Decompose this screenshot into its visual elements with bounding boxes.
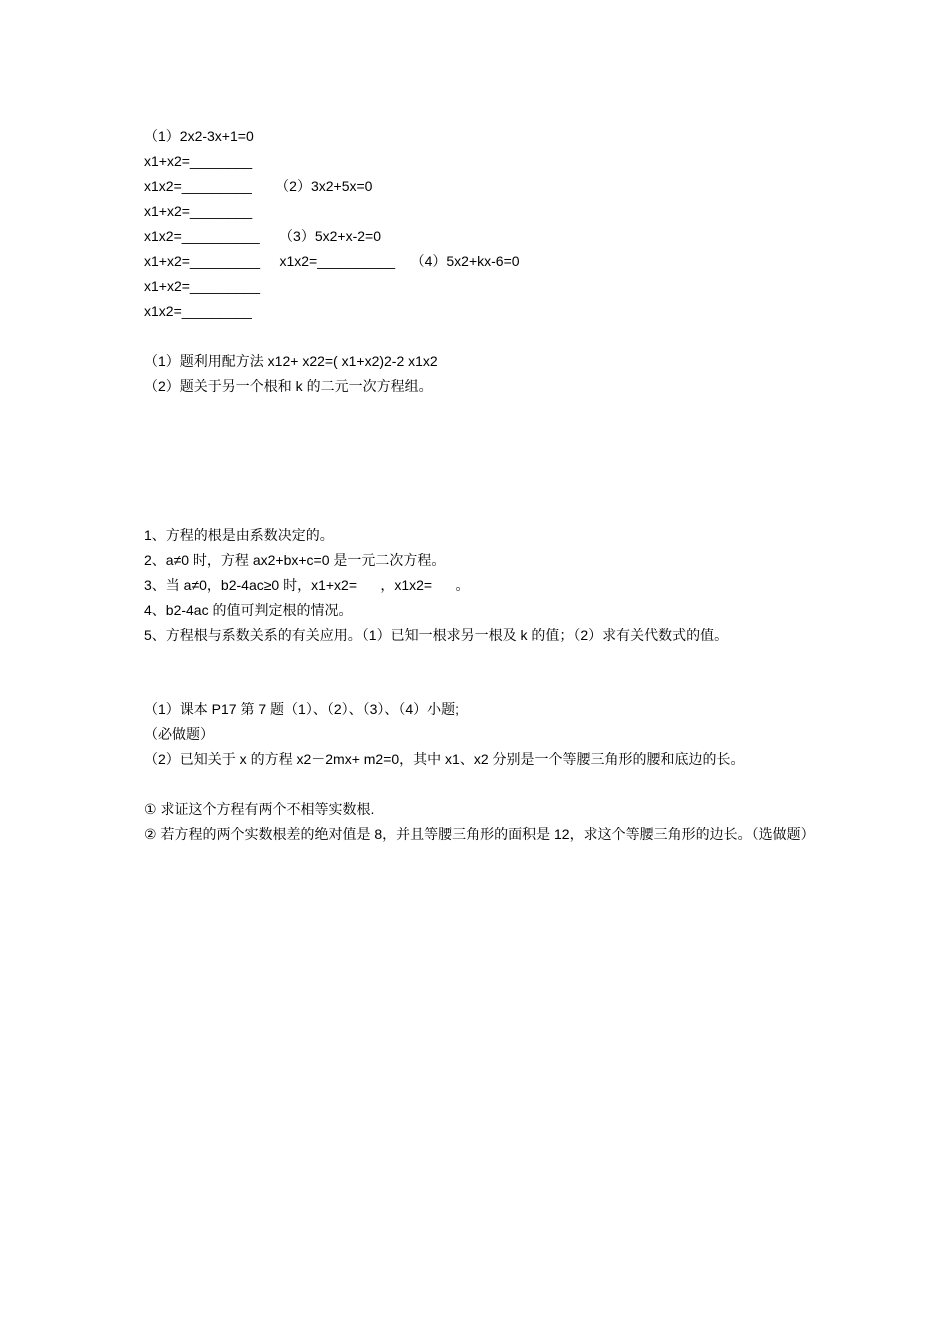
summary-item: 3、当 a≠0，b2-4ac≥0 时，x1+x2= ，x1x2= 。 <box>144 577 470 593</box>
summary-item: 2、a≠0 时，方程 ax2+bx+c=0 是一元二次方程。 <box>144 552 446 568</box>
exercise-line: x1+x2=_________ <box>144 278 260 294</box>
exercise-line: x1x2=_________ （2）3x2+5x=0 <box>144 178 373 194</box>
hint-line: （2）题关于另一个根和 k 的二元一次方程组。 <box>144 378 433 394</box>
exercise-line: x1x2=__________ （3）5x2+x-2=0 <box>144 228 382 244</box>
homework-line: （1）课本 P17 第 7 题（1）、（2）、（3）、（4）小题; <box>144 701 460 717</box>
homework-line: （必做题） <box>144 726 214 742</box>
summary-item: 4、b2-4ac 的值可判定根的情况。 <box>144 602 353 618</box>
homework-subquestion-1: ① 求证这个方程有两个不相等实数根. <box>144 801 375 817</box>
exercise-line: x1+x2=_________ x1x2=__________ （4）5x2+kx-6=0 <box>144 253 520 269</box>
exercise-line: （1）2x2-3x+1=0 <box>144 128 254 144</box>
homework-subquestion-2: ② 若方程的两个实数根差的绝对值是 8，并且等腰三角形的面积是 12，求这个等腰三角形的边长。（选做题） <box>144 826 815 842</box>
summary-item-5: 5、方程根与系数关系的有关应用。（1）已知一根求另一根及 k 的值；（2）求有关代数式的值。 <box>144 627 729 643</box>
hint-line: （1）题利用配方法 x12+ x22=( x1+x2)2-2 x1x2 <box>144 353 438 369</box>
exercise-line: x1+x2=________ <box>144 153 253 169</box>
summary-item: 1、方程的根是由系数决定的。 <box>144 527 334 543</box>
exercise-line: x1+x2=________ <box>144 203 253 219</box>
exercise-line: x1x2=_________ <box>144 303 252 319</box>
homework-question-2: （2）已知关于 x 的方程 x2－2mx+ m2=0，其中 x1、x2 分别是一个等腰三角形的腰和底边的长。 <box>144 751 745 767</box>
